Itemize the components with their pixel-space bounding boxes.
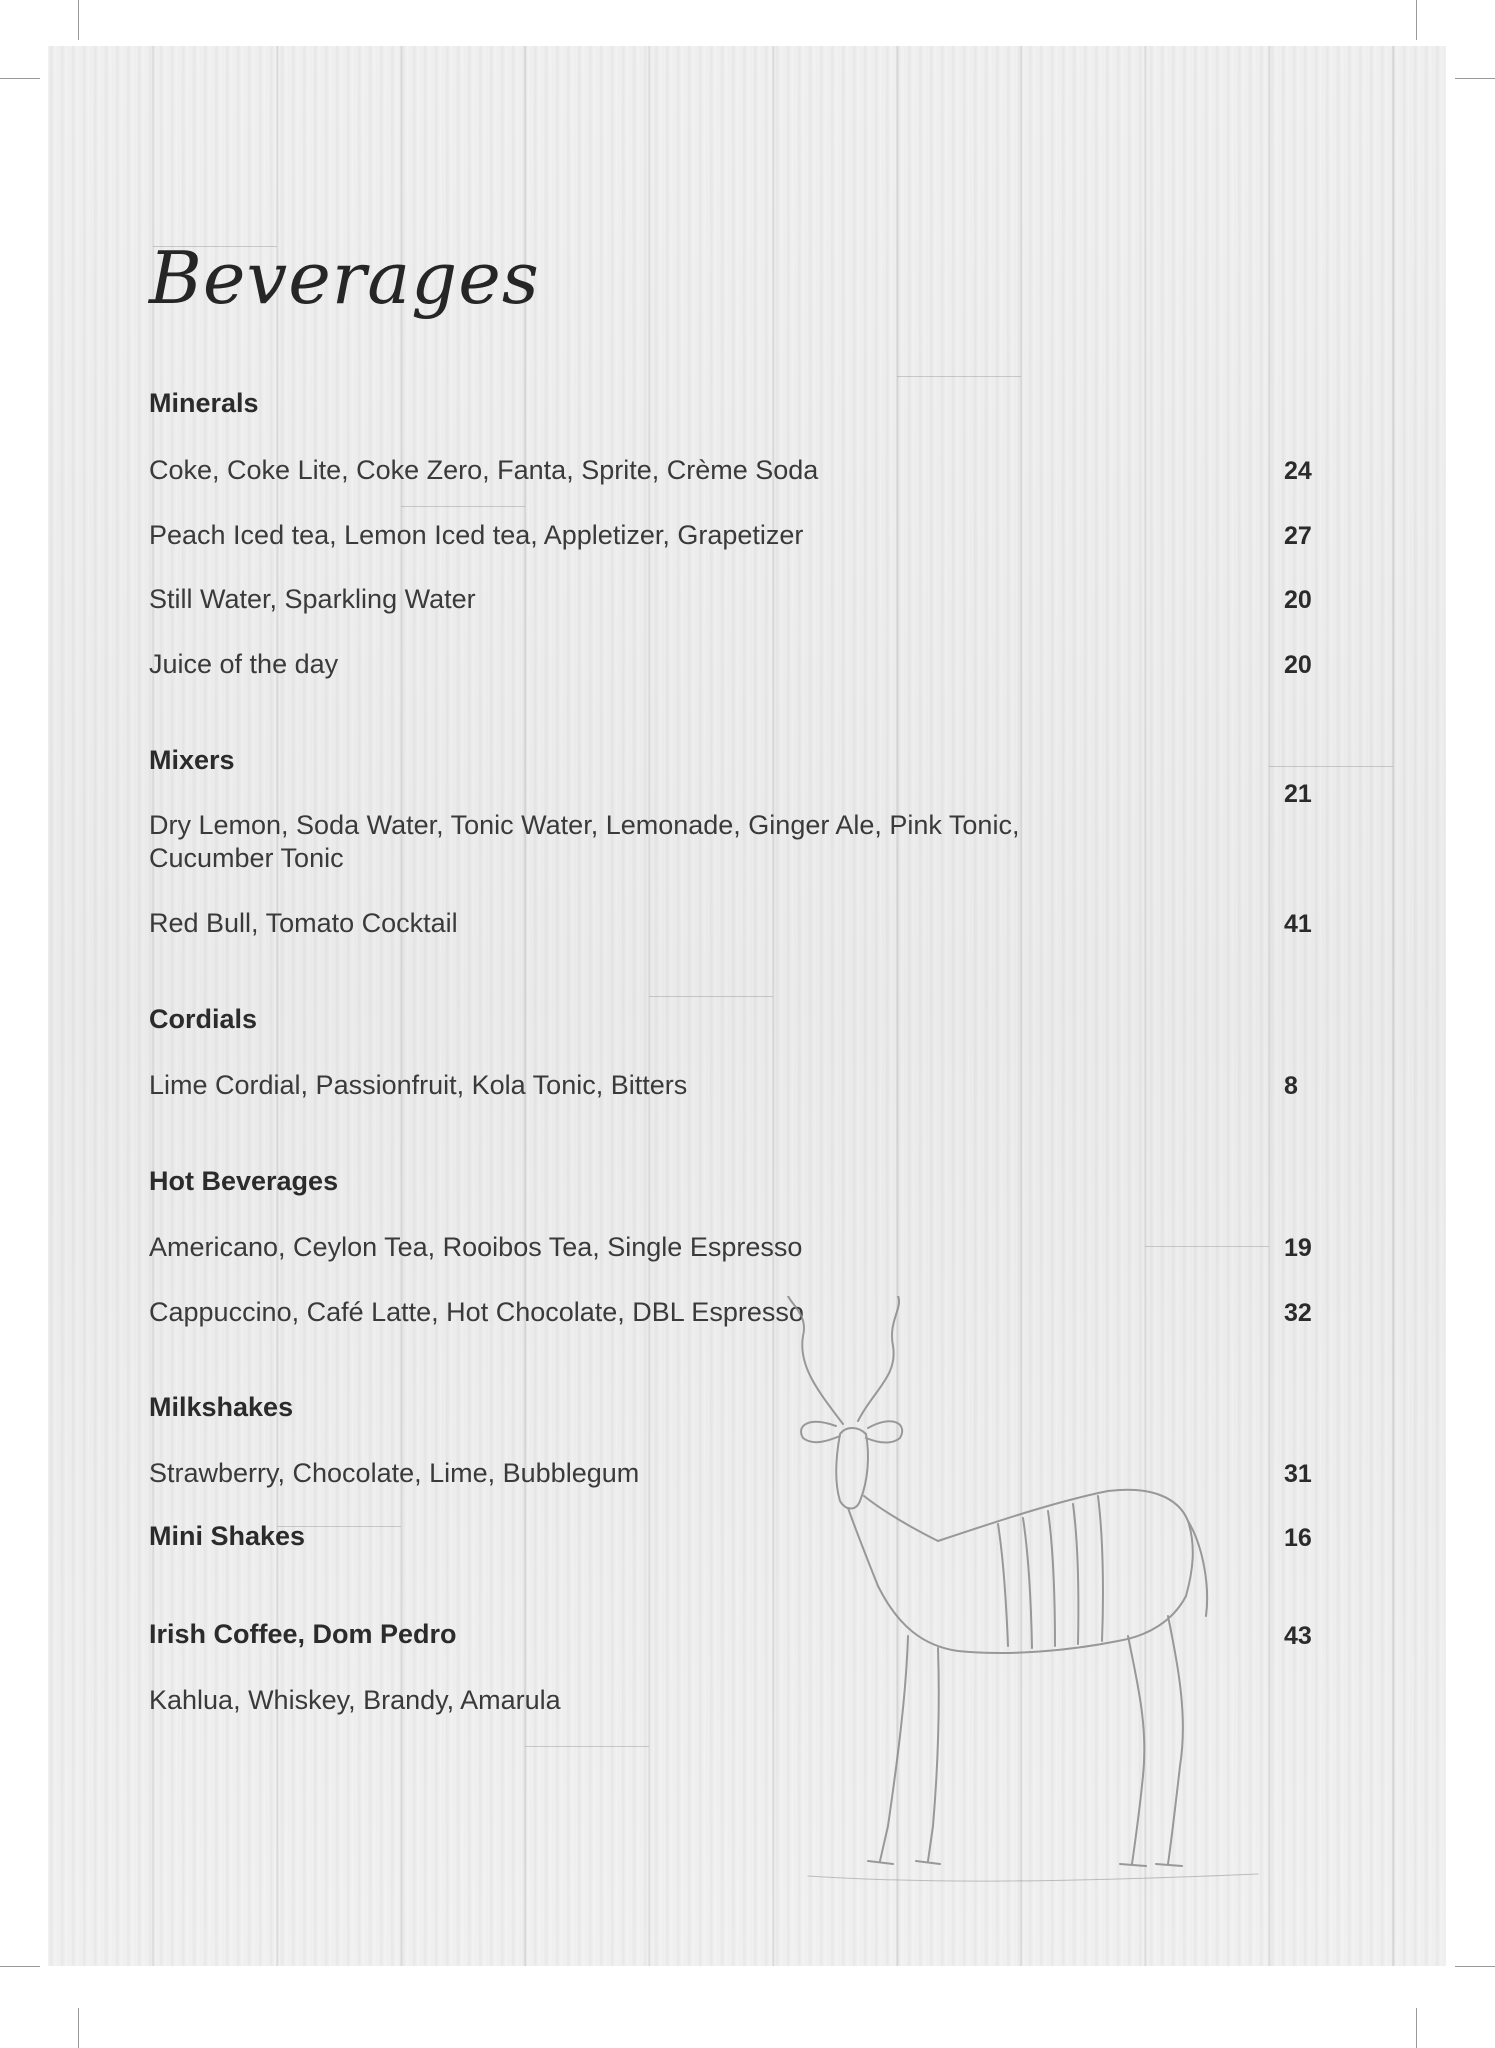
- menu-item: Lime Cordial, Passionfruit, Kola Tonic, Bitters: [149, 1070, 688, 1100]
- menu-item: Cappuccino, Café Latte, Hot Chocolate, DBL Espresso: [149, 1297, 804, 1327]
- menu-item: Still Water, Sparkling Water: [149, 584, 476, 614]
- section-heading-minerals: Minerals: [149, 388, 259, 418]
- section-heading-hot-beverages: Hot Beverages: [149, 1166, 339, 1196]
- menu-item-price: 16: [1284, 1524, 1312, 1552]
- menu-item-price: 20: [1284, 651, 1312, 679]
- crop-mark: [78, 0, 79, 40]
- section-heading-mini-shakes: Mini Shakes: [149, 1521, 306, 1551]
- menu-title: Beverages: [149, 236, 540, 320]
- section-heading-milkshakes: Milkshakes: [149, 1392, 294, 1422]
- menu-item: Dry Lemon, Soda Water, Tonic Water, Lemonade, Ginger Ale, Pink Tonic,: [149, 810, 1020, 840]
- crop-mark: [1416, 0, 1417, 40]
- crop-mark: [0, 78, 40, 79]
- menu-item-price: 32: [1284, 1299, 1312, 1327]
- crop-mark: [78, 2008, 79, 2048]
- section-heading-irish-coffee: Irish Coffee, Dom Pedro: [149, 1619, 457, 1649]
- wood-plank-joint: [1145, 1246, 1269, 1247]
- menu-item: Coke, Coke Lite, Coke Zero, Fanta, Sprite, Crème Soda: [149, 455, 819, 485]
- menu-item-price: 24: [1284, 457, 1312, 485]
- menu-item-price: 41: [1284, 910, 1312, 938]
- menu-item: Kahlua, Whiskey, Brandy, Amarula: [149, 1685, 561, 1715]
- section-heading-cordials: Cordials: [149, 1004, 258, 1034]
- crop-mark: [1416, 2008, 1417, 2048]
- menu-item: Strawberry, Chocolate, Lime, Bubblegum: [149, 1458, 640, 1488]
- menu-item: Peach Iced tea, Lemon Iced tea, Appletizer, Grapetizer: [149, 520, 804, 550]
- wood-plank-joint: [525, 1746, 649, 1747]
- menu-item: Americano, Ceylon Tea, Rooibos Tea, Single Espresso: [149, 1232, 803, 1262]
- section-heading-mixers: Mixers: [149, 745, 235, 775]
- menu-item: Red Bull, Tomato Cocktail: [149, 908, 458, 938]
- menu-page: [48, 46, 1446, 1966]
- menu-item-price: 31: [1284, 1460, 1312, 1488]
- wood-plank-joint: [401, 506, 525, 507]
- menu-item-price: 21: [1284, 780, 1312, 808]
- menu-item-price: 27: [1284, 522, 1312, 550]
- menu-item-price: 20: [1284, 586, 1312, 614]
- menu-item: Juice of the day: [149, 649, 339, 679]
- wood-plank-joint: [649, 996, 773, 997]
- wood-plank-joint: [897, 376, 1021, 377]
- menu-item-price: 43: [1284, 1622, 1312, 1650]
- crop-mark: [1455, 78, 1495, 79]
- crop-mark: [1455, 1966, 1495, 1967]
- menu-item-price: 19: [1284, 1234, 1312, 1262]
- kudu-antelope-sketch-icon: [748, 1296, 1268, 1886]
- crop-mark: [0, 1966, 40, 1967]
- wood-plank-joint: [1269, 766, 1393, 767]
- menu-item-price: 8: [1284, 1072, 1298, 1100]
- menu-item: Cucumber Tonic: [149, 843, 344, 873]
